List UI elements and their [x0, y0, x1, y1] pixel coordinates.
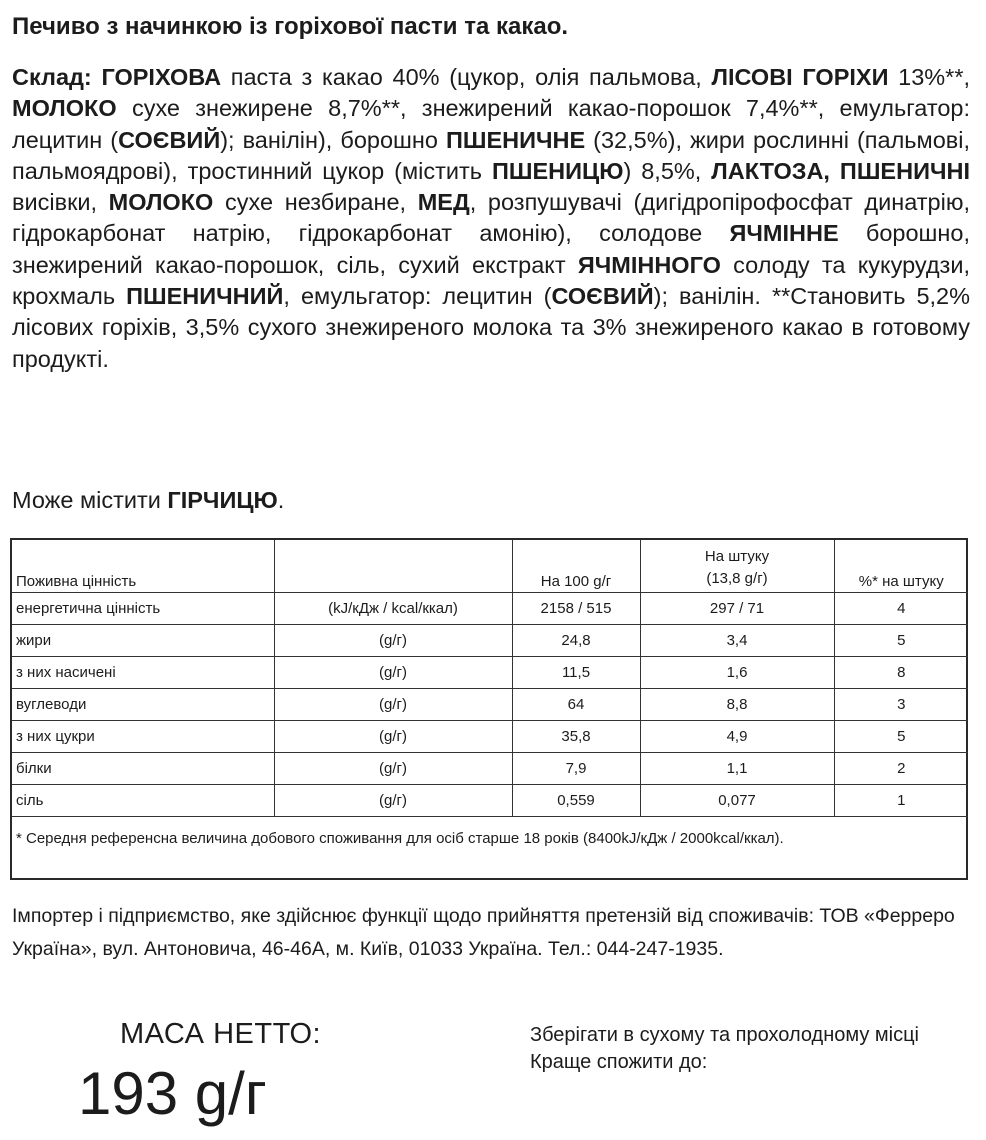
nutrient-percent: 4	[834, 593, 968, 625]
nutrition-table-box	[10, 538, 968, 880]
nutrition-table	[12, 540, 968, 817]
nutrition-header-row	[12, 540, 968, 593]
ingredient-text: (32,5%), жири рослинні (пальмові, пальмоядрові), тростинний цукор (містить	[12, 126, 970, 184]
net-weight-label: МАСА НЕТТО:	[120, 1018, 322, 1050]
nutrient-name: жири	[12, 625, 274, 657]
ingredient-allergen: ПШЕНИЧНИЙ	[126, 283, 284, 310]
storage-info	[530, 1022, 970, 1076]
ingredient-allergen: ЛАКТОЗА, ПШЕНИЧНІ	[711, 157, 970, 184]
ingredient-allergen: СОЄВИЙ	[118, 126, 221, 153]
nutrient-per-piece: 1,6	[640, 657, 834, 689]
ingredient-allergen: ПШЕНИЦЮ	[491, 157, 624, 184]
nutrient-unit: (g/г)	[274, 721, 512, 753]
nutrition-footnote: * Середня референсна величина добового споживання для осіб старше 18 років (8400kJ/кДж / 2000kcal/ккал).	[16, 830, 784, 847]
nutrient-percent: 3	[834, 689, 968, 721]
nutrient-unit: (g/г)	[274, 785, 512, 817]
nutrition-row	[12, 593, 968, 625]
ingredients-text	[12, 62, 970, 375]
nutrition-row	[12, 753, 968, 785]
may-contain-suffix: .	[277, 487, 285, 513]
nutrient-per100: 2158 / 515	[512, 593, 640, 625]
ingredient-text: паста з какао 40% (цукор, олія пальмова,	[221, 64, 712, 90]
nutrient-per100: 64	[512, 689, 640, 721]
ingredient-text: , розпушувачі (дигідропірофосфат динатрію, гідрокарбонат натрію, гідрокарбонат амонію), солодове	[12, 189, 970, 247]
ingredient-allergen: ГОРІХОВА	[101, 64, 222, 90]
nutrition-rows	[12, 593, 968, 817]
per-piece-line2: (13,8 g/г)	[706, 570, 768, 587]
ingredient-text: ); ванілін), борошно	[220, 126, 446, 153]
ingredient-allergen: МОЛОКО	[12, 95, 117, 122]
nutrient-unit: (g/г)	[274, 657, 512, 689]
nutrition-row	[12, 625, 968, 657]
nutrition-row	[12, 785, 968, 817]
nutrient-per-piece: 8,8	[640, 689, 834, 721]
nutrient-name: білки	[12, 753, 274, 785]
nutrient-name: вуглеводи	[12, 689, 274, 721]
ingredient-text: висівки,	[12, 189, 109, 216]
nutrient-per-piece: 1,1	[640, 753, 834, 785]
may-contain-prefix: Може містити	[12, 487, 168, 513]
nutrient-name: енергетична цінність	[12, 593, 274, 625]
best-before-label: Краще спожити до:	[530, 1051, 708, 1073]
ingredient-text: ); ванілін. **Становить 5,2% лісових горіхів, 3,5% сухого знежиреного молока та 3% знежиреного какао в готовому продукті.	[12, 283, 971, 372]
net-weight-value: 193 g/г	[78, 1060, 267, 1127]
nutrition-header-per-piece	[640, 540, 834, 593]
nutrient-per100: 7,9	[512, 753, 640, 785]
ingredient-allergen: ЯЧМІННОГО	[577, 251, 721, 278]
ingredient-allergen: ЛІСОВІ ГОРІХИ	[711, 64, 889, 90]
ingredient-text: солоду та кукурудзи, крохмаль	[12, 251, 970, 310]
nutrition-row	[12, 721, 968, 753]
nutrient-per-piece: 0,077	[640, 785, 834, 817]
nutrient-name: з них цукри	[12, 721, 274, 753]
nutrient-per-piece: 4,9	[640, 721, 834, 753]
nutrition-header-percent: %* на штуку	[834, 540, 968, 593]
may-contain-text	[12, 485, 970, 516]
nutrient-unit: (g/г)	[274, 625, 512, 657]
nutrient-per-piece: 297 / 71	[640, 593, 834, 625]
per-piece-line1: На штуку	[704, 548, 770, 565]
ingredient-allergen: МЕД	[417, 189, 470, 216]
may-contain-allergen: ГІРЧИЦЮ	[167, 487, 278, 513]
nutrient-percent: 2	[834, 753, 968, 785]
ingredient-text: ) 8,5%,	[623, 157, 712, 184]
storage-instructions: Зберігати в сухому та прохолодному місці	[530, 1024, 920, 1046]
product-title: Печиво з начинкою із горіхової пасти та какао.	[12, 13, 569, 40]
ingredient-text: сухе незбиране,	[213, 189, 418, 216]
importer-info: Імпортер і підприємство, яке здійснює функції щодо прийняття претензій від споживачів: ТОВ «Ферреро Україна», вул. Антоновича, 46-46А, м. Київ, 01033 Україна. Тел.: 044-247-1935.	[12, 905, 955, 960]
nutrition-header-unit	[274, 540, 512, 593]
nutrition-header-per100: На 100 g/г	[512, 540, 640, 593]
nutrition-row	[12, 689, 968, 721]
nutrient-per100: 11,5	[512, 657, 640, 689]
nutrient-per-piece: 3,4	[640, 625, 834, 657]
nutrient-unit: (g/г)	[274, 689, 512, 721]
ingredient-text: сухе знежирене 8,7%**, знежирений какао-порошок 7,4%**, емульгатор: лецитин (	[12, 95, 970, 153]
nutrient-per100: 35,8	[512, 721, 640, 753]
nutrient-unit: (kJ/кДж / kcal/ккал)	[274, 593, 512, 625]
ingredient-allergen: МОЛОКО	[108, 189, 214, 216]
ingredient-allergen: СОЄВИЙ	[551, 283, 654, 310]
ingredient-text: 13%**,	[888, 64, 971, 90]
ingredient-allergen: ПШЕНИЧНЕ	[445, 126, 586, 153]
ingredient-text: , емульгатор: лецитин (	[283, 283, 552, 310]
nutrient-percent: 8	[834, 657, 968, 689]
nutrient-per100: 24,8	[512, 625, 640, 657]
nutrient-per100: 0,559	[512, 785, 640, 817]
nutrient-name: сіль	[12, 785, 274, 817]
nutrition-row	[12, 657, 968, 689]
nutrition-header-label: Поживна цінність	[12, 540, 274, 593]
nutrient-percent: 1	[834, 785, 968, 817]
nutrient-unit: (g/г)	[274, 753, 512, 785]
ingredient-allergen: Склад:	[12, 64, 102, 90]
nutrient-percent: 5	[834, 721, 968, 753]
ingredient-text: борошно, знежирений какао-порошок, сіль, сухий екстракт	[12, 220, 970, 278]
nutrient-percent: 5	[834, 625, 968, 657]
ingredient-allergen: ЯЧМІННЕ	[729, 220, 839, 247]
nutrient-name: з них насичені	[12, 657, 274, 689]
